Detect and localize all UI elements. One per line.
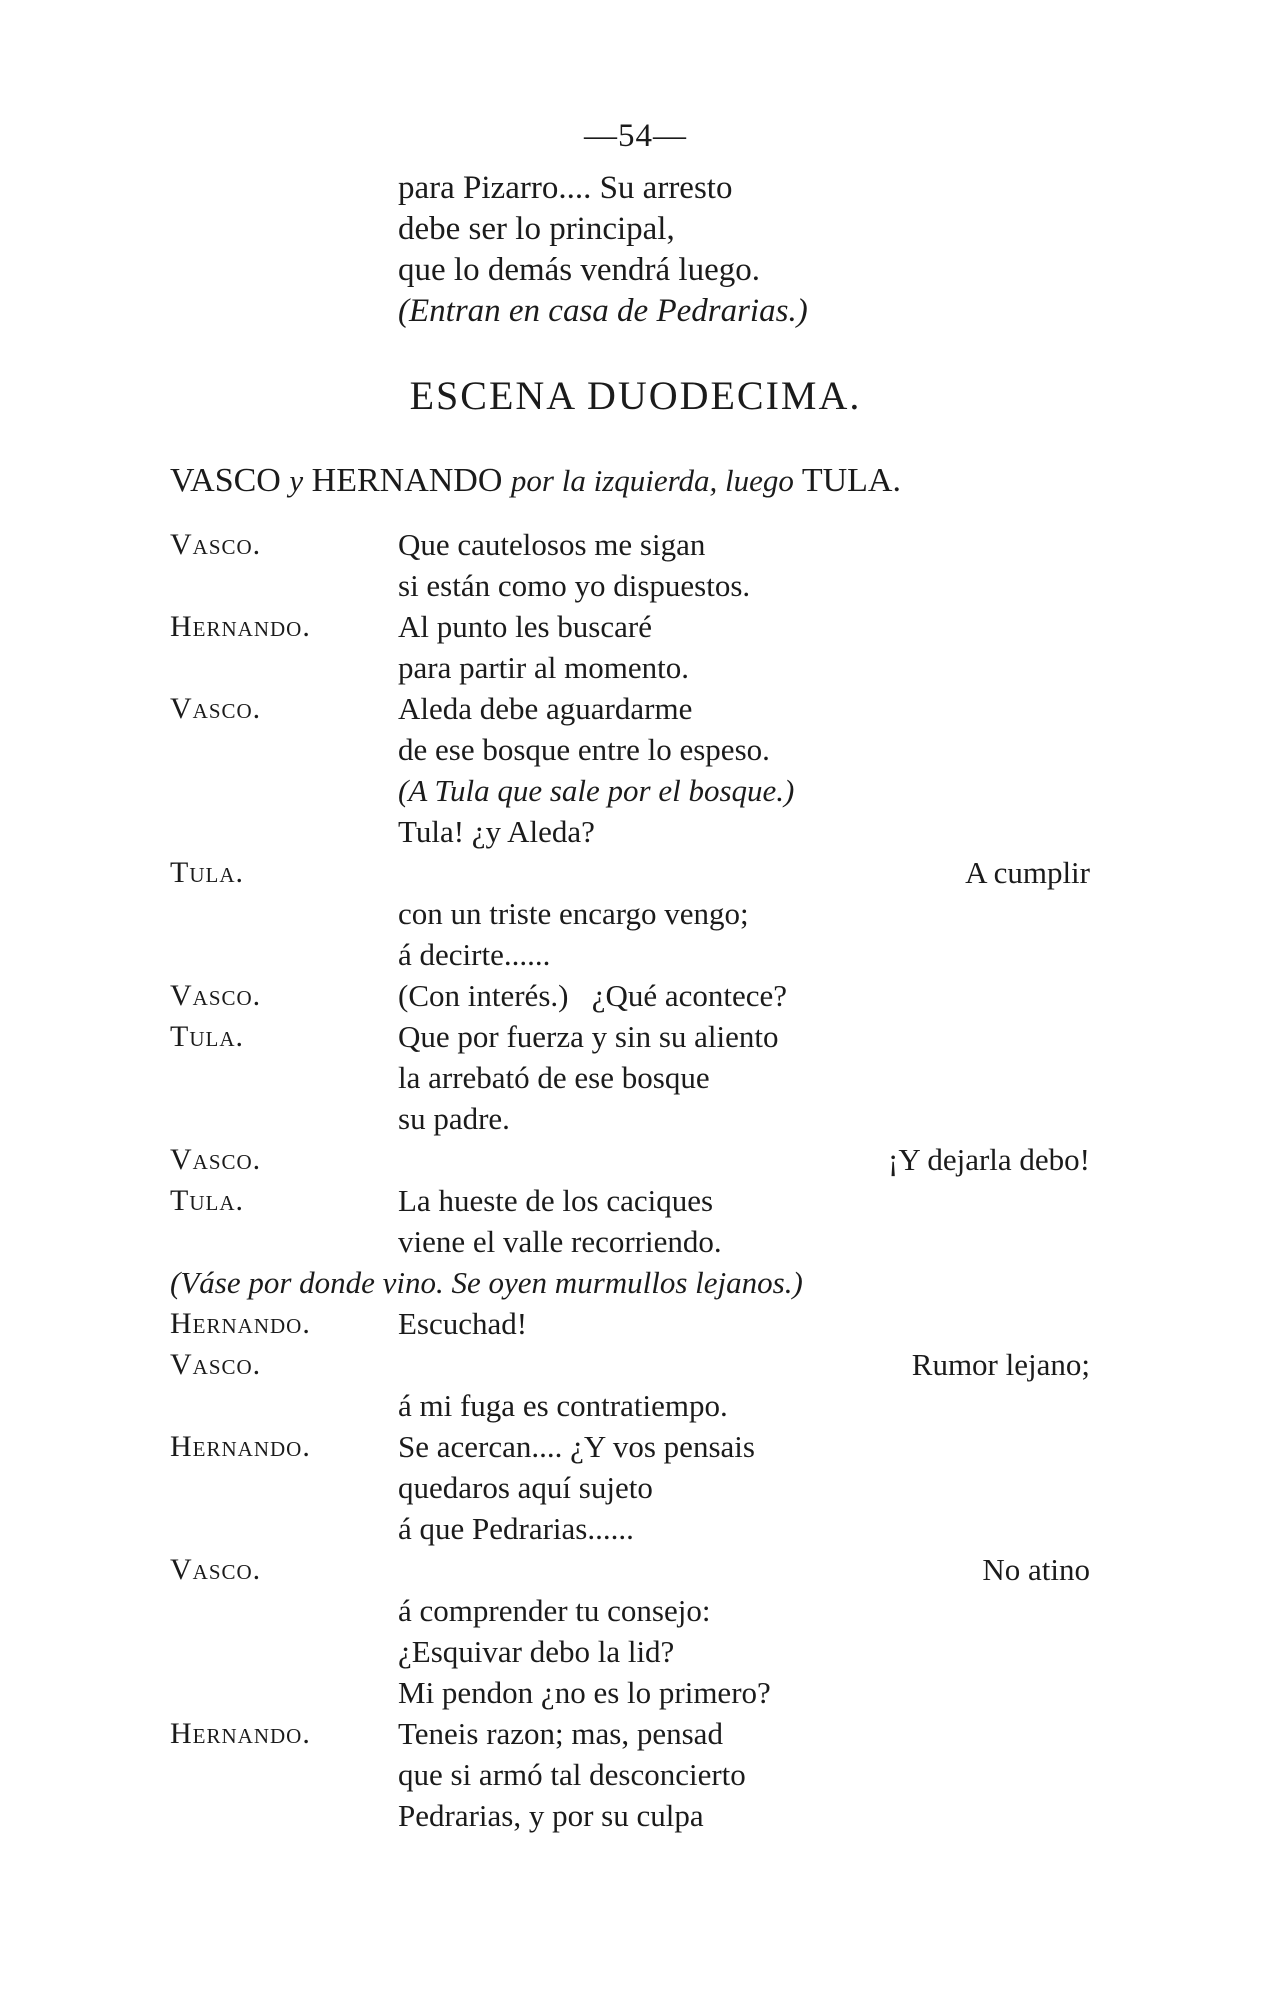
dialogue-line — [170, 1549, 1160, 1590]
speaker-name: Tula. — [170, 1184, 244, 1217]
stage-direction: (Entran en casa de Pedrarias.) — [398, 293, 808, 329]
verse-text: á que Pedrarias...... — [398, 1511, 634, 1546]
dialogue-line — [170, 1180, 1160, 1221]
dialogue-line — [170, 1713, 1160, 1754]
dialogue-line — [170, 1344, 1160, 1385]
verse-text: su padre. — [398, 1101, 510, 1136]
dialogue-line — [170, 1795, 1160, 1836]
dialogue-line — [170, 1426, 1160, 1467]
speaker-name: Vasco. — [170, 979, 262, 1012]
dialogue-line — [170, 770, 1160, 811]
verse-text: Se acercan.... ¿Y vos pensais — [398, 1429, 755, 1464]
stage-direction: por la izquierda, luego — [510, 463, 794, 498]
dialogue-line — [170, 1508, 1160, 1549]
dialogue-line — [170, 729, 1160, 770]
verse-text: de ese bosque entre lo espeso. — [398, 732, 770, 767]
character-name: VASCO — [170, 462, 281, 499]
verse-text: Escuchad! — [398, 1306, 528, 1341]
dialogue-line — [170, 1221, 1160, 1262]
opening-verse — [398, 168, 808, 332]
scene-entrance — [170, 462, 901, 500]
connector-text: y — [289, 463, 304, 498]
verse-text: Teneis razon; mas, pensad — [398, 1716, 723, 1751]
verse-text: Que por fuerza y sin su aliento — [398, 1019, 779, 1054]
scene-title: ESCENA DUODECIMA. — [409, 373, 862, 418]
stage-direction: (A Tula que sale por el bosque.) — [398, 773, 795, 808]
dialogue-line — [170, 1139, 1160, 1180]
verse-text: si están como yo dispuestos. — [398, 568, 751, 603]
verse-line: debe ser lo principal, — [398, 211, 675, 247]
dialogue-line — [170, 893, 1160, 934]
verse-text: Rumor lejano; — [911, 1347, 1090, 1382]
verse-text: la arrebató de ese bosque — [398, 1060, 710, 1095]
dialogue-line — [170, 1303, 1160, 1344]
verse-text: No atino — [982, 1552, 1090, 1587]
verse-text: A cumplir — [965, 855, 1090, 890]
verse-text: ¡Y dejarla debo! — [888, 1142, 1090, 1177]
dialogue-line — [170, 1262, 1160, 1303]
dialogue-line — [170, 565, 1160, 606]
speaker-name: Hernando. — [170, 610, 311, 643]
verse-text: á mi fuga es contratiempo. — [398, 1388, 728, 1423]
dialogue-line — [170, 811, 1160, 852]
verse-text: Aleda debe aguardarme — [398, 691, 693, 726]
speaker-name: Tula. — [170, 1020, 244, 1053]
verse-text: viene el valle recorriendo. — [398, 1224, 722, 1259]
verse-text: para partir al momento. — [398, 650, 689, 685]
verse-text: á comprender tu consejo: — [398, 1593, 711, 1628]
dialogue-line — [170, 1467, 1160, 1508]
dialogue-line — [170, 606, 1160, 647]
dialogue-line — [170, 1631, 1160, 1672]
dialogue-line — [170, 1016, 1160, 1057]
verse-text: Tula! ¿y Aleda? — [398, 814, 595, 849]
verse-text: Que cautelosos me sigan — [398, 527, 706, 562]
speaker-name: Hernando. — [170, 1717, 311, 1750]
dialogue-line — [170, 524, 1160, 565]
dialogue-line — [170, 688, 1160, 729]
verse-text: que si armó tal desconcierto — [398, 1757, 746, 1792]
speaker-name: Vasco. — [170, 692, 262, 725]
dialogue-line — [170, 1385, 1160, 1426]
verse-text: La hueste de los caciques — [398, 1183, 714, 1218]
verse-text: Pedrarias, y por su culpa — [398, 1798, 704, 1833]
verse-text: ¿Esquivar debo la lid? — [398, 1634, 675, 1669]
dialogue-line — [170, 1672, 1160, 1713]
verse-line: que lo demás vendrá luego. — [398, 252, 760, 288]
dialogue-line — [170, 852, 1160, 893]
speaker-name: Vasco. — [170, 1553, 262, 1586]
dialogue-line — [170, 1057, 1160, 1098]
speaker-name: Hernando. — [170, 1430, 311, 1463]
character-name: HERNANDO — [311, 462, 503, 499]
verse-line: para Pizarro.... Su arresto — [398, 170, 733, 206]
stage-direction: (Váse por donde vino. Se oyen murmullos lejanos.) — [170, 1265, 803, 1300]
speaker-name: Tula. — [170, 856, 244, 889]
verse-text: quedaros aquí sujeto — [398, 1470, 653, 1505]
dialogue-line — [170, 1754, 1160, 1795]
dialogue-line — [170, 1590, 1160, 1631]
character-name: TULA. — [801, 462, 901, 499]
speaker-name: Vasco. — [170, 528, 262, 561]
speaker-name: Vasco. — [170, 1143, 262, 1176]
verse-text: con un triste encargo vengo; — [398, 896, 749, 931]
verse-text: á decirte...... — [398, 937, 551, 972]
dialogue-line — [170, 934, 1160, 975]
verse-text: (Con interés.) ¿Qué acontece? — [398, 978, 788, 1013]
speaker-name: Hernando. — [170, 1307, 311, 1340]
dialogue-line — [170, 647, 1160, 688]
verse-text: Mi pendon ¿no es lo primero? — [398, 1675, 771, 1710]
verse-text: Al punto les buscaré — [398, 609, 652, 644]
page-number: —54— — [584, 118, 687, 154]
dialogue-block — [170, 524, 1160, 1836]
speaker-name: Vasco. — [170, 1348, 262, 1381]
dialogue-line — [170, 975, 1160, 1016]
dialogue-line — [170, 1098, 1160, 1139]
